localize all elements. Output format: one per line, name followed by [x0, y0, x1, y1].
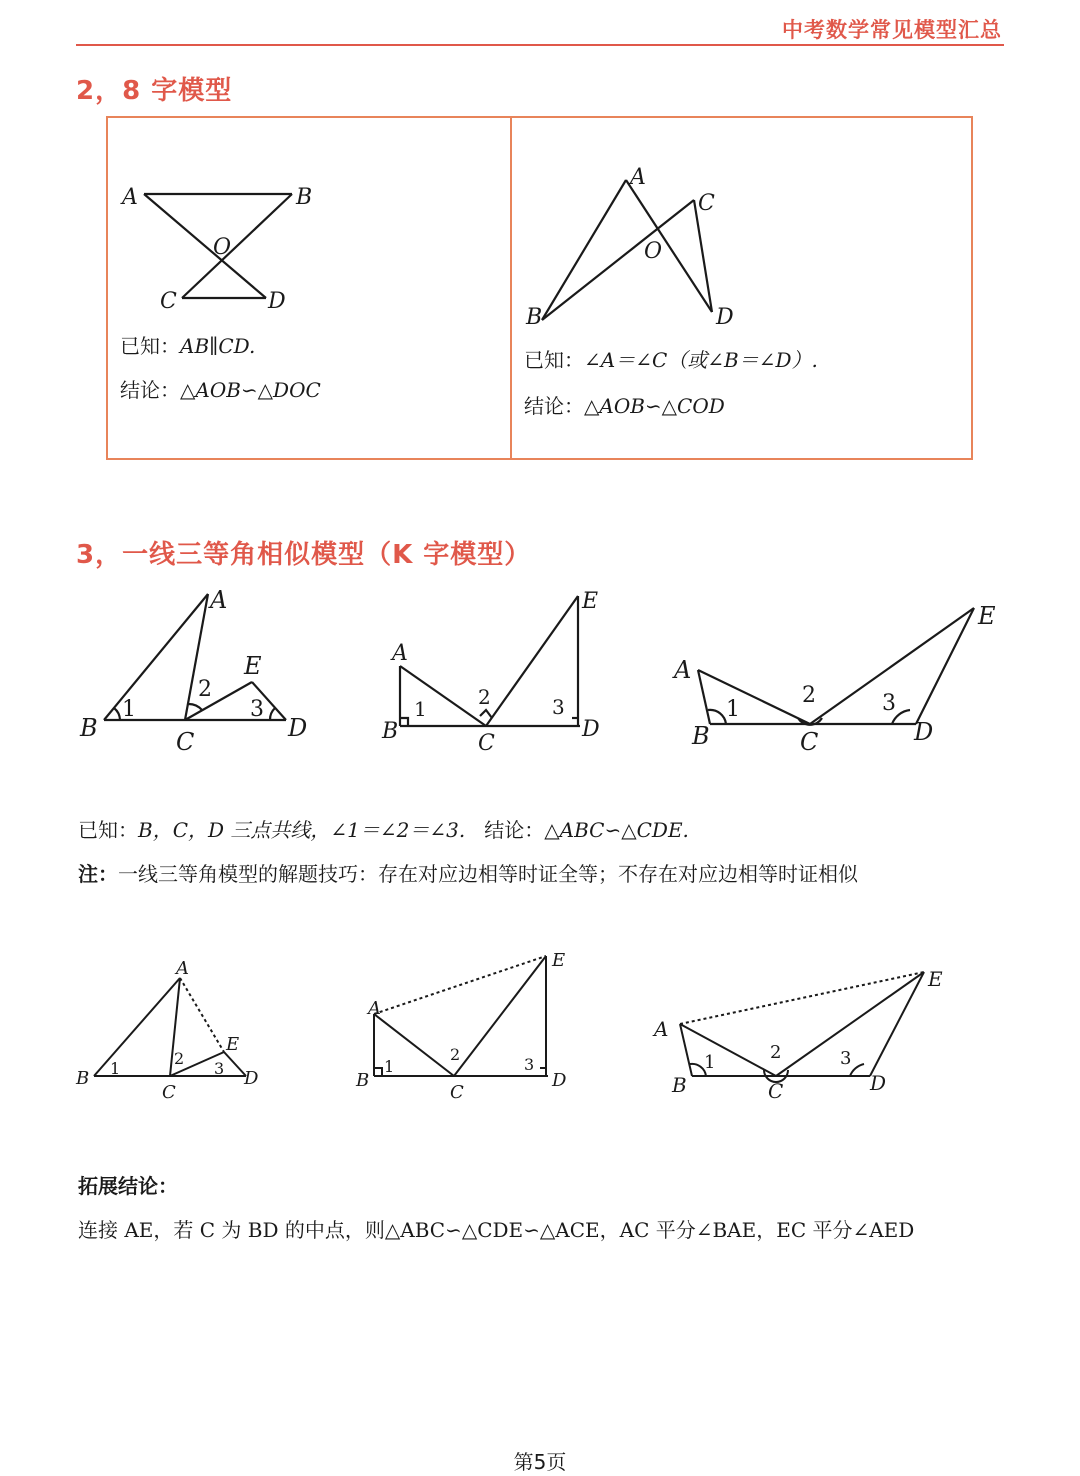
point-b-label: B: [80, 714, 98, 742]
point-a-label: A: [392, 641, 408, 666]
point-d-label: D: [870, 1071, 887, 1095]
extension-label: 拓展结论：: [78, 1174, 178, 1198]
angle-2-label: 2: [478, 685, 491, 709]
left-given: 已知：AB∥CD.: [120, 334, 256, 358]
point-c-label: C: [800, 728, 819, 756]
point-a-label: A: [654, 1017, 669, 1041]
point-c-label: C: [176, 728, 195, 756]
angle-2-label: 2: [802, 683, 816, 708]
k-extension-acute-diagram: [76, 954, 276, 1104]
angle-2-label: 2: [198, 677, 212, 702]
point-c-label: C: [162, 1082, 176, 1103]
point-d-label: D: [244, 1068, 259, 1089]
point-d-label: D: [268, 289, 286, 314]
point-d-label: D: [716, 305, 734, 330]
point-e-label: E: [226, 1034, 240, 1055]
header-rule: [76, 44, 1004, 46]
extension-conclusion: 连接 AE，若 C 为 BD 的中点，则△ABC∽△CDE∽△ACE，AC 平分∠BAE，EC 平分∠AED: [78, 1218, 915, 1242]
angle-3-label: 3: [882, 691, 896, 716]
k-model-note: 注：一线三等角模型的解题技巧：存在对应边相等时证全等；不存在对应边相等时证相似: [78, 862, 858, 886]
point-c-label: C: [698, 191, 715, 216]
point-a-label: A: [674, 656, 692, 684]
angle-1-label: 1: [122, 697, 136, 722]
angle-1-label: 1: [110, 1059, 121, 1078]
point-d-label: D: [914, 718, 934, 746]
right-given: 已知：∠A＝∠C（或∠B＝∠D）.: [524, 348, 818, 372]
point-c-label: C: [450, 1082, 464, 1103]
angle-3-label: 3: [840, 1048, 852, 1069]
angle-3-label: 3: [524, 1055, 535, 1074]
figure-8-left-diagram: [108, 118, 510, 462]
angle-1-label: 1: [704, 1052, 716, 1073]
k-model-given-conclusion: 已知：B，C，D 三点共线，∠1＝∠2＝∠3. 结论：△ABC∽△CDE.: [78, 818, 689, 842]
point-o-label: O: [644, 239, 663, 264]
angle-2-label: 2: [174, 1049, 185, 1068]
point-a-label: A: [210, 586, 228, 614]
point-e-label: E: [978, 602, 996, 630]
angle-1-label: 1: [726, 697, 740, 722]
k-model-acute-diagram: [76, 586, 326, 756]
angle-2-label: 2: [450, 1045, 461, 1064]
k-extension-right-diagram: [354, 944, 584, 1104]
point-b-label: B: [692, 722, 710, 750]
point-b-label: B: [76, 1068, 90, 1089]
point-b-label: B: [356, 1070, 370, 1091]
point-a-label: A: [176, 958, 189, 979]
figure-8-model-box: [106, 116, 973, 460]
k-model-obtuse-diagram: [664, 586, 1014, 756]
point-e-label: E: [582, 589, 599, 614]
point-d-label: D: [582, 717, 600, 742]
section-3-heading: 3，一线三等角相似模型（K 字模型）: [76, 540, 532, 570]
point-c-label: C: [478, 731, 495, 756]
right-conclusion: 结论：△AOB∽△COD: [524, 394, 725, 418]
angle-2-label: 2: [770, 1042, 782, 1063]
header-title: 中考数学常见模型汇总: [782, 18, 1002, 42]
angle-1-label: 1: [414, 697, 427, 721]
point-a-label: A: [630, 165, 646, 190]
point-o-label: O: [213, 235, 232, 260]
angle-1-label: 1: [384, 1057, 395, 1076]
point-a-label: A: [122, 185, 138, 210]
point-d-label: D: [552, 1070, 567, 1091]
k-model-right-diagram: [380, 586, 620, 756]
point-c-label: C: [160, 289, 177, 314]
point-e-label: E: [552, 950, 566, 971]
point-b-label: B: [526, 305, 543, 330]
point-d-label: D: [288, 714, 308, 742]
page-number: 第5页: [513, 1450, 567, 1474]
point-e-label: E: [244, 652, 262, 680]
point-b-label: B: [672, 1073, 687, 1097]
point-c-label: C: [768, 1079, 784, 1103]
point-b-label: B: [382, 719, 399, 744]
section-2-heading: 2，8 字模型: [76, 76, 233, 106]
point-e-label: E: [928, 967, 943, 991]
left-conclusion: 结论：△AOB∽△DOC: [120, 378, 321, 402]
k-extension-obtuse-diagram: [652, 960, 962, 1104]
point-a-label: A: [368, 998, 381, 1019]
angle-3-label: 3: [250, 697, 264, 722]
angle-3-label: 3: [552, 695, 565, 719]
point-b-label: B: [296, 185, 313, 210]
angle-3-label: 3: [214, 1059, 225, 1078]
